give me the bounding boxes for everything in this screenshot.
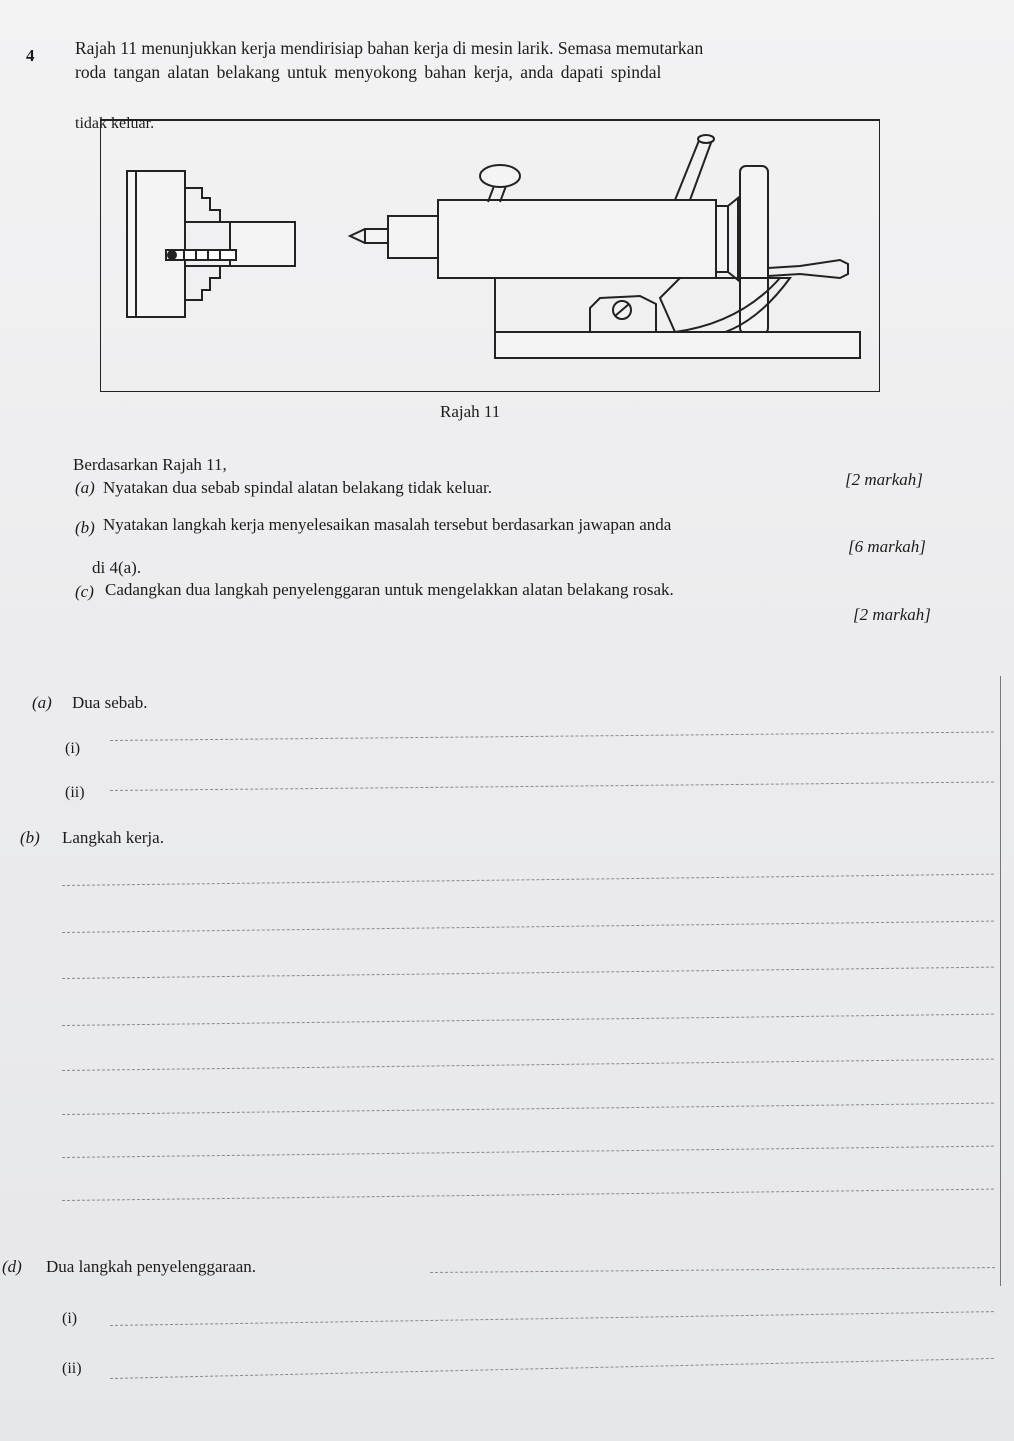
part-c-label: (c) — [75, 582, 94, 601]
answer-a-i-line[interactable] — [110, 732, 994, 741]
intro-line-1: Rajah 11 menunjukkan kerja mendirisiap bahan kerja di mesin larik. Semasa memutarkan — [75, 38, 704, 58]
based-on: Berdasarkan Rajah 11, — [73, 455, 227, 474]
part-a-text: Nyatakan dua sebab spindal alatan belakang tidak keluar. — [103, 478, 492, 497]
answer-a-ii-line[interactable] — [110, 782, 994, 791]
part-a-label: (a) — [75, 478, 95, 497]
tailstock-barrel — [438, 200, 716, 278]
part-c-text: Cadangkan dua langkah penyelenggaran untuk mengelakkan alatan belakang rosak. — [105, 580, 674, 599]
answer-b-line-1[interactable] — [62, 874, 994, 886]
answer-a-label: (a) — [32, 693, 52, 712]
intro-line-2: roda tangan alatan belakang untuk menyokong bahan kerja, anda dapati spindal — [75, 62, 662, 82]
question-number: 4 — [26, 46, 35, 65]
workpiece — [230, 222, 295, 266]
part-b-text2: di 4(a). — [92, 558, 142, 577]
answer-b-title: Langkah kerja. — [62, 828, 164, 847]
intro-line-3: tidak keluar. — [75, 115, 155, 132]
chuck-jaw-upper — [185, 188, 230, 222]
answer-b-line-4[interactable] — [62, 1014, 994, 1026]
top-lever — [675, 138, 712, 200]
part-c-marks: [2 markah] — [853, 605, 931, 624]
answer-b-line-6[interactable] — [62, 1103, 994, 1115]
answer-frame-right — [1000, 676, 1001, 1286]
answer-b-line-7[interactable] — [62, 1146, 994, 1158]
answer-d-ii-label: (ii) — [62, 1360, 82, 1377]
chuck-jaw-lower — [185, 266, 230, 300]
answer-b-label: (b) — [20, 828, 40, 847]
answer-a-title: Dua sebab. — [72, 693, 148, 712]
answer-a-ii-label: (ii) — [65, 784, 85, 801]
answer-d-title: Dua langkah penyelenggaraan. — [46, 1257, 257, 1276]
part-b-marks: [6 markah] — [848, 537, 926, 556]
base-plate — [495, 332, 860, 358]
answer-b-line-2[interactable] — [62, 921, 994, 933]
answer-b-line-5[interactable] — [62, 1059, 994, 1071]
answer-d-label: (d) — [2, 1257, 22, 1276]
answer-d-i-label: (i) — [62, 1310, 78, 1327]
answer-d-title-line — [430, 1267, 995, 1273]
answer-b-line-3[interactable] — [62, 967, 994, 979]
spindle-quill — [388, 216, 438, 258]
part-b-text: Nyatakan langkah kerja menyelesaikan masalah tersebut berdasarkan jawapan anda — [103, 515, 672, 534]
lock-lever-knob — [480, 165, 520, 187]
lathe-tailstock-diagram — [100, 118, 880, 392]
part-a-marks: [2 markah] — [845, 470, 923, 489]
chuck-key-slot — [166, 250, 236, 260]
answer-b-line-8[interactable] — [62, 1189, 994, 1201]
answer-d-i-line[interactable] — [110, 1311, 994, 1326]
figure-caption: Rajah 11 — [440, 402, 501, 421]
answer-d-ii-line[interactable] — [110, 1358, 994, 1379]
answer-a-i-label: (i) — [65, 740, 81, 757]
part-b-label: (b) — [75, 518, 95, 537]
handwheel-handle — [768, 260, 848, 278]
tailstock-body — [495, 278, 680, 332]
